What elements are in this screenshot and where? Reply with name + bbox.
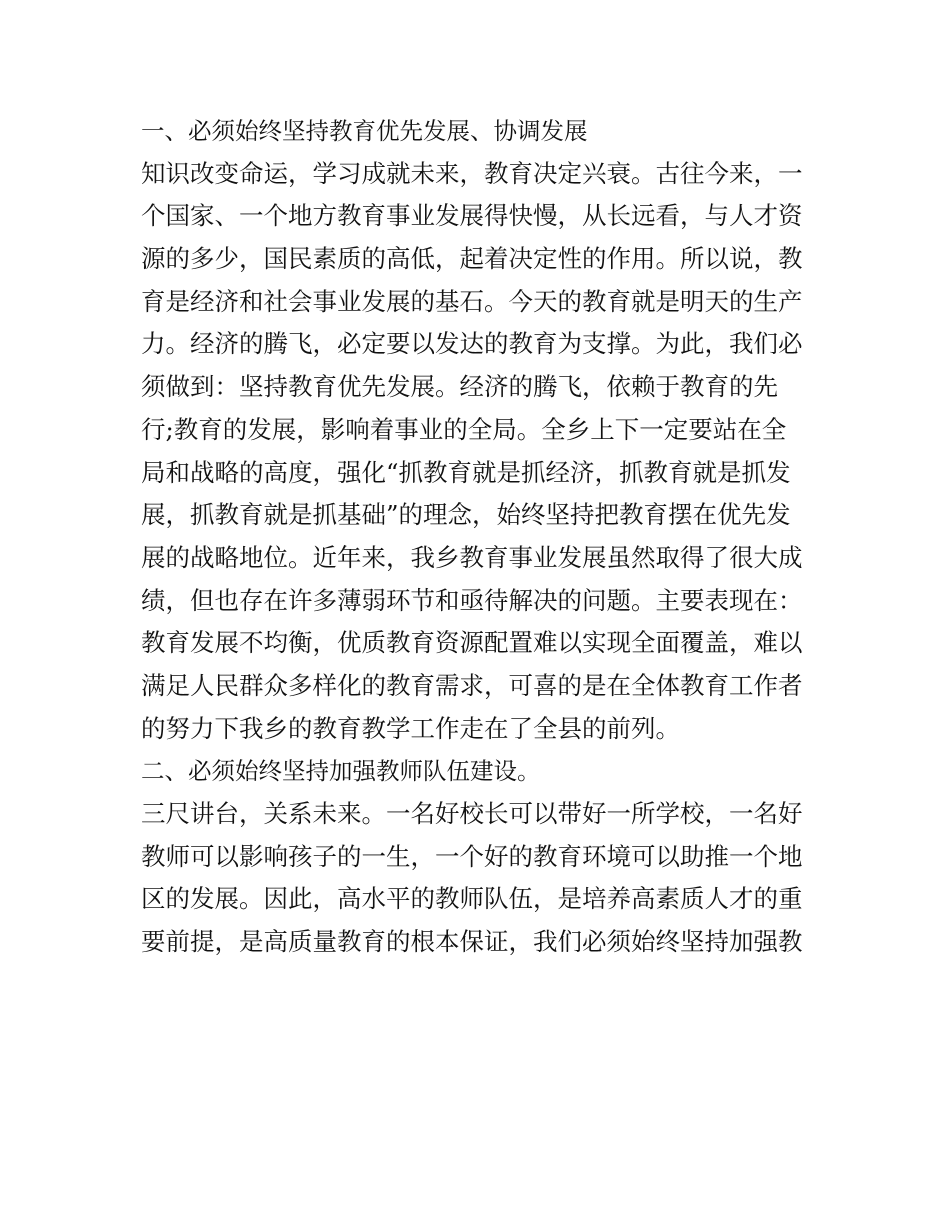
paragraph-line: 教育发展不均衡，优质教育资源配置难以实现全面覆盖，难以 xyxy=(141,628,803,658)
paragraph-line: 育是经济和社会事业发展的基石。今天的教育就是明天的生产 xyxy=(141,286,803,316)
paragraph-line: 三尺讲台，关系未来。一名好校长可以带好一所学校，一名好 xyxy=(141,799,803,828)
paragraph-line: 局和战略的高度，强化“抓教育就是抓经济，抓教育就是抓发 xyxy=(141,457,791,487)
paragraph-line: 区的发展。因此，高水平的教师队伍，是培养高素质人才的重 xyxy=(141,884,803,914)
section-heading-1: 一、必须始终坚持教育优先发展、协调发展 xyxy=(141,117,588,145)
paragraph-line: 力。经济的腾飞，必定要以发达的教育为支撑。为此，我们必 xyxy=(141,329,803,359)
paragraph-line: 须做到：坚持教育优先发展。经济的腾飞，依赖于教育的先 xyxy=(141,372,778,402)
paragraph-line: 的努力下我乡的教育教学工作走在了全县的前列。 xyxy=(141,713,680,743)
paragraph-line: 绩，但也存在许多薄弱环节和亟待解决的问题。主要表现在： xyxy=(141,585,803,615)
paragraph-line: 个国家、一个地方教育事业发展得快慢，从长远看，与人才资 xyxy=(141,201,803,231)
paragraph-line: 源的多少，国民素质的高低，起着决定性的作用。所以说，教 xyxy=(141,244,803,274)
paragraph-line: 教师可以影响孩子的一生，一个好的教育环境可以助推一个地 xyxy=(141,841,803,871)
document-body xyxy=(141,110,813,964)
section-heading-2: 二、必须始终坚持加强教师队伍建设。 xyxy=(141,757,541,786)
paragraph-line: 知识改变命运，学习成就未来，教育决定兴衰。古往今来，一 xyxy=(141,158,803,188)
paragraph-line: 行;教育的发展，影响着事业的全局。全乡上下一定要站在全 xyxy=(141,414,787,444)
paragraph-line: 展的战略地位。近年来，我乡教育事业发展虽然取得了很大成 xyxy=(141,542,803,572)
paragraph-line: 展，抓教育就是抓基础”的理念，始终坚持把教育摆在优先发 xyxy=(141,500,791,530)
paragraph-line: 满足人民群众多样化的教育需求，可喜的是在全体教育工作者 xyxy=(141,670,803,700)
paragraph-line: 要前提，是高质量教育的根本保证，我们必须始终坚持加强教 xyxy=(141,927,803,957)
